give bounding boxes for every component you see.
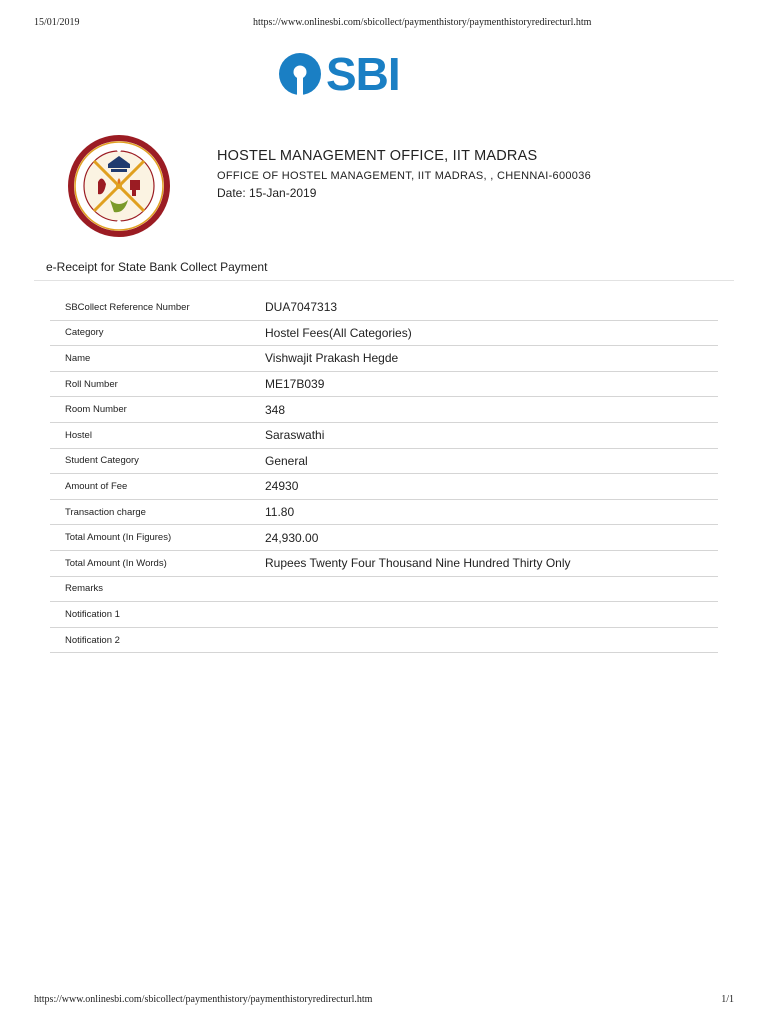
table-row — [50, 602, 718, 628]
row-label: Roll Number — [50, 371, 265, 397]
table-row — [50, 499, 718, 525]
row-value: Hostel Fees(All Categories) — [265, 320, 718, 346]
print-date: 15/01/2019 — [34, 17, 80, 28]
row-value: Vishwajit Prakash Hegde — [265, 346, 718, 372]
table-row — [50, 550, 718, 576]
organization-address: OFFICE OF HOSTEL MANAGEMENT, IIT MADRAS, , CHENNAI-600036 — [217, 170, 592, 182]
print-url-footer: https://www.onlinesbi.com/sbicollect/paymenthistory/paymenthistoryredirecturl.htm — [34, 994, 373, 1005]
table-row — [50, 576, 718, 602]
row-value — [265, 602, 718, 628]
row-label: Amount of Fee — [50, 474, 265, 500]
receipt-heading: e-Receipt for State Bank Collect Payment — [46, 260, 268, 274]
iitm-hostel-emblem — [66, 134, 172, 238]
row-value: 11.80 — [265, 499, 718, 525]
table-row — [50, 448, 718, 474]
sbi-logo-text: SBI — [326, 48, 400, 100]
print-url-header: https://www.onlinesbi.com/sbicollect/paymenthistory/paymenthistoryredirecturl.htm — [253, 17, 592, 28]
row-value: 348 — [265, 397, 718, 423]
row-label: Transaction charge — [50, 499, 265, 525]
row-value — [265, 576, 718, 602]
organization-title: HOSTEL MANAGEMENT OFFICE, IIT MADRAS — [217, 148, 538, 164]
row-value: DUA7047313 — [265, 295, 718, 320]
table-row — [50, 525, 718, 551]
row-value: Saraswathi — [265, 422, 718, 448]
table-row — [50, 627, 718, 653]
table-row — [50, 346, 718, 372]
row-label: Notification 1 — [50, 602, 265, 628]
table-row — [50, 474, 718, 500]
table-row — [50, 371, 718, 397]
sbi-logo — [278, 48, 400, 100]
sbi-keyhole-icon — [278, 52, 322, 96]
table-row — [50, 422, 718, 448]
page-number: 1/1 — [721, 994, 734, 1005]
row-value — [265, 627, 718, 653]
row-value: 24930 — [265, 474, 718, 500]
row-value: General — [265, 448, 718, 474]
row-label: Room Number — [50, 397, 265, 423]
row-value: Rupees Twenty Four Thousand Nine Hundred Thirty Only — [265, 550, 718, 576]
row-label: SBCollect Reference Number — [50, 295, 265, 320]
table-row — [50, 295, 718, 320]
row-value: 24,930.00 — [265, 525, 718, 551]
receipt-date: Date: 15-Jan-2019 — [217, 186, 317, 200]
row-label: Total Amount (In Words) — [50, 550, 265, 576]
row-label: Total Amount (In Figures) — [50, 525, 265, 551]
row-label: Student Category — [50, 448, 265, 474]
heading-divider — [34, 280, 734, 281]
row-label: Remarks — [50, 576, 265, 602]
row-label: Name — [50, 346, 265, 372]
table-row — [50, 320, 718, 346]
receipt-details-table — [50, 295, 718, 653]
row-label: Notification 2 — [50, 627, 265, 653]
table-row — [50, 397, 718, 423]
row-value: ME17B039 — [265, 371, 718, 397]
row-label: Category — [50, 320, 265, 346]
row-label: Hostel — [50, 422, 265, 448]
